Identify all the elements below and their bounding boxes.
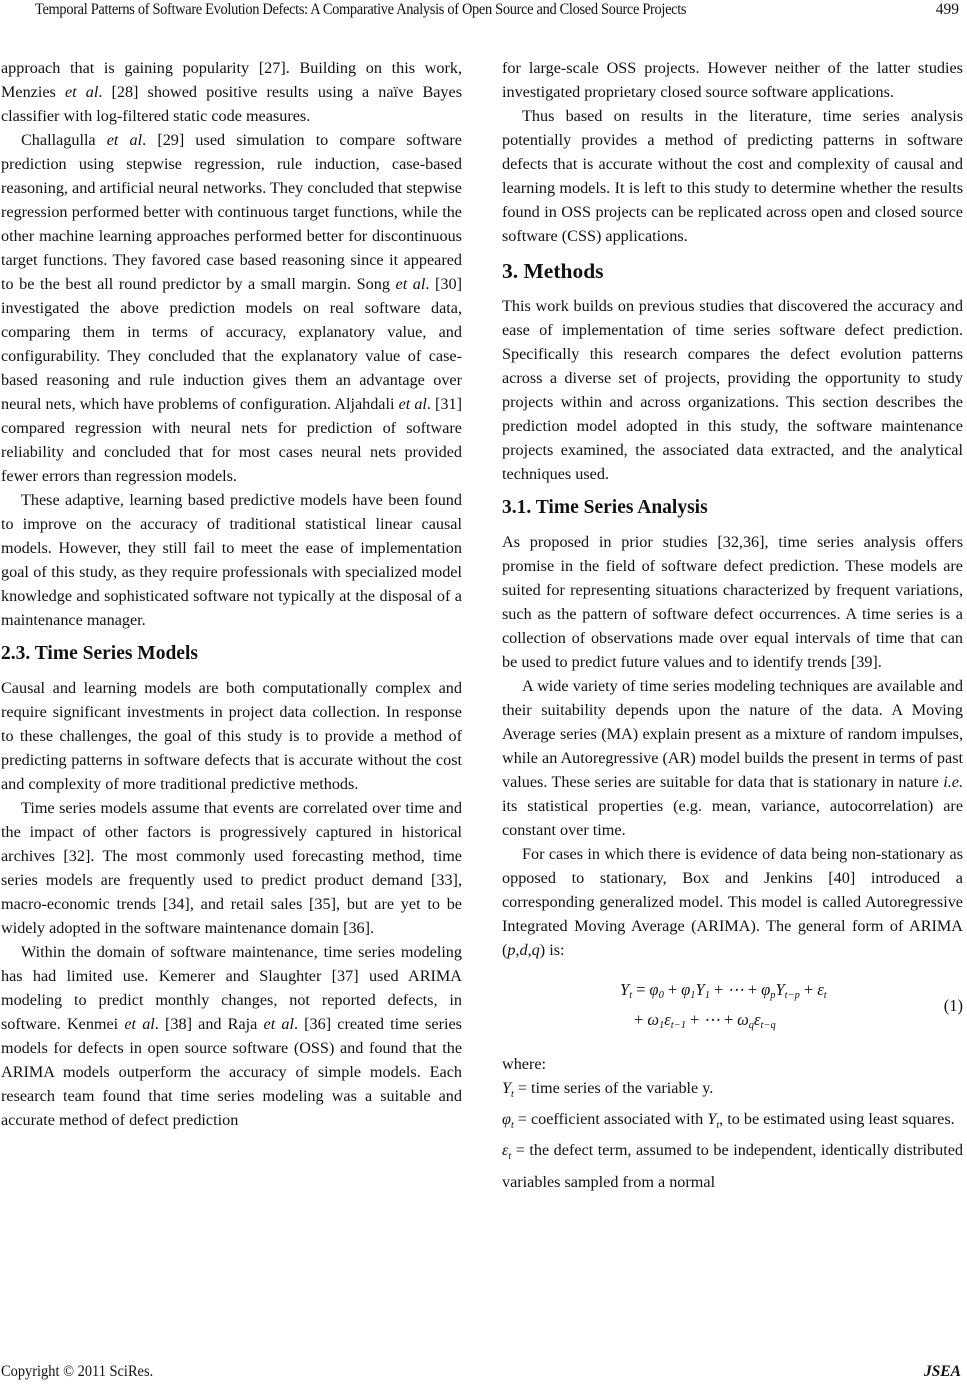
copyright-notice: Copyright © 2011 SciRes. — [1, 1363, 154, 1380]
text-run: For cases in which there is evidence of data being non-stationary as opposed to stationary, Box and Jenkins [40] introduced a corresponding generalized model. This model is called Autoregressive Integrated Moving Average (ARIMA). The general form of ARIMA ( — [502, 845, 963, 959]
page-number: 499 — [935, 1, 959, 18]
paragraph — [1, 56, 462, 128]
paragraph: Causal and learning models are both computationally complex and require significant investments in project data collection. In response to these challenges, the goal of this study is to provide a method of predicting patterns in software defects that is accurate without the cost and complexity of more traditional predictive methods. — [1, 679, 462, 793]
journal-abbreviation: JSEA — [923, 1363, 961, 1380]
text-run: Challagulla — [21, 131, 107, 149]
eq-operator: + — [803, 980, 814, 999]
italic-text: d — [519, 941, 528, 959]
paragraph: As proposed in prior studies [32,36], time series analysis offers promise in the field of software defect prediction. These models are suited for representing situations characterized by frequent variations, such as the pattern of software defect occurrences. A time series is a collection of observations made over equal intervals of time that can be used to predict future values and to identify trends [39]. — [502, 533, 963, 671]
text-run: Within the domain of software maintenance, time series modeling has had limited use. Kemerer and Slaughter [37] used ARIMA modeling to predict monthly changes, not reported defects, in software. Kenmei — [1, 943, 462, 1033]
italic-text: et al — [263, 1015, 294, 1033]
eq-operator: + — [634, 1010, 644, 1029]
def-text: = the defect term, assumed to be independent, identically distributed variables sampled from a normal — [502, 1141, 963, 1191]
eq-symbol: ε — [664, 1010, 671, 1029]
italic-text: p — [507, 941, 516, 959]
text-run: approach that is gaining popularity [27]. Building on this work, Menzies — [1, 59, 462, 101]
section-heading: 3. Methods — [502, 259, 604, 283]
def-symbol: ε — [502, 1141, 509, 1160]
def-text: = coefficient associated with — [513, 1110, 708, 1129]
running-title: Temporal Patterns of Software Evolution Defects: A Comparative Analysis of Open Source and Closed Source Projects — [35, 1, 687, 18]
eq-subscript: 1 — [690, 990, 696, 1001]
def-subscript: t — [511, 1089, 514, 1101]
italic-text: et al — [124, 1015, 155, 1033]
eq-operator: = — [636, 980, 646, 999]
text-run: , — [527, 941, 532, 959]
paragraph: for large-scale OSS projects. However neither of the latter studies investigated proprietary closed source software applications. — [502, 59, 963, 101]
eq-symbol: ε — [754, 1010, 761, 1029]
paragraph: Time series models assume that events are correlated over time and the impact of other factors is progressively captured in historical archives [32]. The most commonly used forecasting method, time series models are frequently used to predict product demand [33], macro-economic trends [34], and retail sales [35], but are yet to be widely adopted in the software maintenance domain [36]. — [1, 799, 462, 937]
definition-item — [502, 1107, 963, 1138]
text-run: ) is: — [539, 941, 565, 959]
def-subscript: t — [716, 1120, 720, 1132]
def-text: , to be estimated using least squares. — [719, 1110, 955, 1129]
text-run: A wide variety of time series modeling techniques are available and their suitability depends upon the nature of the data. A Moving Average series (MA) explain present as a mixture of random impulses, while an Autoregressive (AR) model builds the present in terms of past values. These series are suitable for data that is stationary in nature — [502, 677, 963, 791]
italic-text: et al — [106, 131, 143, 149]
def-symbol: Y — [707, 1110, 717, 1129]
arima-equation — [502, 972, 963, 1046]
paragraph: These adaptive, learning based predictive models have been found to improve on the accuracy of traditional statistical linear causal models. However, they still fail to meet the ease of implementation goal of this study, as they require professionals with specialized model knowledge and sophisticated software not typically at the disposal of a maintenance manager. — [1, 491, 462, 629]
eq-symbol: Y — [620, 980, 630, 999]
italic-text: et al — [398, 395, 427, 413]
eq-symbol: Y — [775, 980, 785, 999]
equation-number: (1) — [943, 996, 963, 1015]
eq-operator: + — [667, 980, 678, 999]
eq-subscript: p — [770, 990, 776, 1001]
section-heading: 2.3. Time Series Models — [1, 643, 198, 664]
eq-subscript: 1 — [704, 990, 710, 1001]
def-symbol: φ — [502, 1110, 511, 1129]
eq-subscript: 1 — [658, 1020, 665, 1031]
text-run: . [29] used simulation to compare software prediction using stepwise regression, rule induction, case-based reasoning, and artificial neural networks. They concluded that stepwise regression performed better with continuous target functions, while the other machine learning approaches performed better for discontinuous target functions. They favored case based reasoning since it appeared to be the best all round predictor by a small margin. Song — [1, 131, 462, 293]
eq-operator: + — [690, 1010, 700, 1029]
paragraph: This work builds on previous studies that discovered the accuracy and ease of implementation of time series software defect prediction. Specifically this research compares the defect evolution patterns across a diverse set of projects, providing the opportunity to study projects within and across organizations. This section describes the prediction model adopted in this study, the software maintenance projects examined, the associated data extracted, and the analytical techniques used. — [502, 297, 963, 483]
subsection-heading: 3.1. Time Series Analysis — [502, 497, 708, 518]
italic-text: i.e. — [943, 773, 963, 791]
text-run: its statistical properties (e.g. mean, variance, autocorrelation) are constant over time. — [502, 797, 963, 839]
def-subscript: t — [510, 1120, 514, 1132]
italic-text: et al — [64, 83, 99, 101]
eq-symbol: φ — [761, 980, 771, 999]
eq-operator: + — [747, 980, 758, 999]
equation-line-2 — [630, 1008, 776, 1038]
eq-subscript: t−q — [760, 1020, 776, 1031]
def-text: = time series of the variable y. — [513, 1079, 714, 1097]
def-symbol: Y — [502, 1079, 512, 1097]
eq-subscript: q — [748, 1020, 755, 1031]
text-run: . [28] showed positive results using a naïve Bayes classifier with log-filtered static code measures. — [1, 83, 462, 125]
text-run: . [30] investigated the above prediction models on real software data, comparing them in terms of accuracy, explanatory value, and configurability. They concluded that the explanatory value of case-based reasoning and rule induction gives them an advantage over neural nets, which have problems of configuration. Aljahdali — [1, 275, 462, 413]
eq-symbol: φ — [681, 980, 691, 999]
eq-operator: + — [723, 1010, 734, 1029]
paragraph — [1, 940, 462, 1132]
eq-symbol: Y — [695, 980, 705, 999]
eq-symbol: φ — [649, 980, 659, 999]
paragraph — [502, 674, 963, 842]
eq-symbol: ε — [817, 980, 824, 999]
definition-item — [502, 1138, 963, 1193]
text-run: . [36] created time series models for defects in open source software (OSS) and found that the ARIMA models outperform the accuracy of simple models. Each research team found that time series modeling was a suitable and accurate method of defect prediction — [1, 1015, 462, 1129]
where-label: where: — [502, 1055, 547, 1073]
italic-text: et al — [395, 275, 426, 293]
right-column — [502, 56, 963, 1194]
eq-subscript: t−p — [784, 990, 800, 1001]
eq-subscript: t — [629, 990, 633, 1001]
eq-symbol: ω — [737, 1010, 749, 1029]
running-header — [0, 0, 967, 20]
text-run: . [31] compared regression with neural nets for prediction of software reliability and concluded that for most cases neural nets provided fewer errors than regression models. — [1, 395, 462, 485]
eq-subscript: t — [823, 990, 827, 1001]
eq-symbol: ω — [647, 1010, 659, 1029]
eq-operator: + — [713, 980, 724, 999]
italic-text: q — [531, 941, 540, 959]
eq-ellipsis: ⋯ — [727, 980, 744, 999]
eq-subscript: 0 — [658, 990, 664, 1001]
equation-line-1 — [620, 978, 827, 1008]
paragraph — [1, 128, 462, 488]
eq-subscript: t−1 — [670, 1020, 686, 1031]
definition-item — [502, 1076, 963, 1107]
paragraph: Thus based on results in the literature, time series analysis potentially provides a method of predicting patterns in software defects that is accurate without the cost and complexity of causal and learning models. It is left to this study to determine whether the results found in OSS projects can be replicated across open and closed source software (CSS) applications. — [502, 107, 963, 245]
paragraph — [502, 842, 963, 962]
def-subscript: t — [508, 1151, 512, 1163]
text-run: , — [515, 941, 520, 959]
eq-ellipsis: ⋯ — [703, 1010, 720, 1029]
left-column — [1, 56, 462, 1132]
text-run: . [38] and Raja — [154, 1015, 264, 1033]
